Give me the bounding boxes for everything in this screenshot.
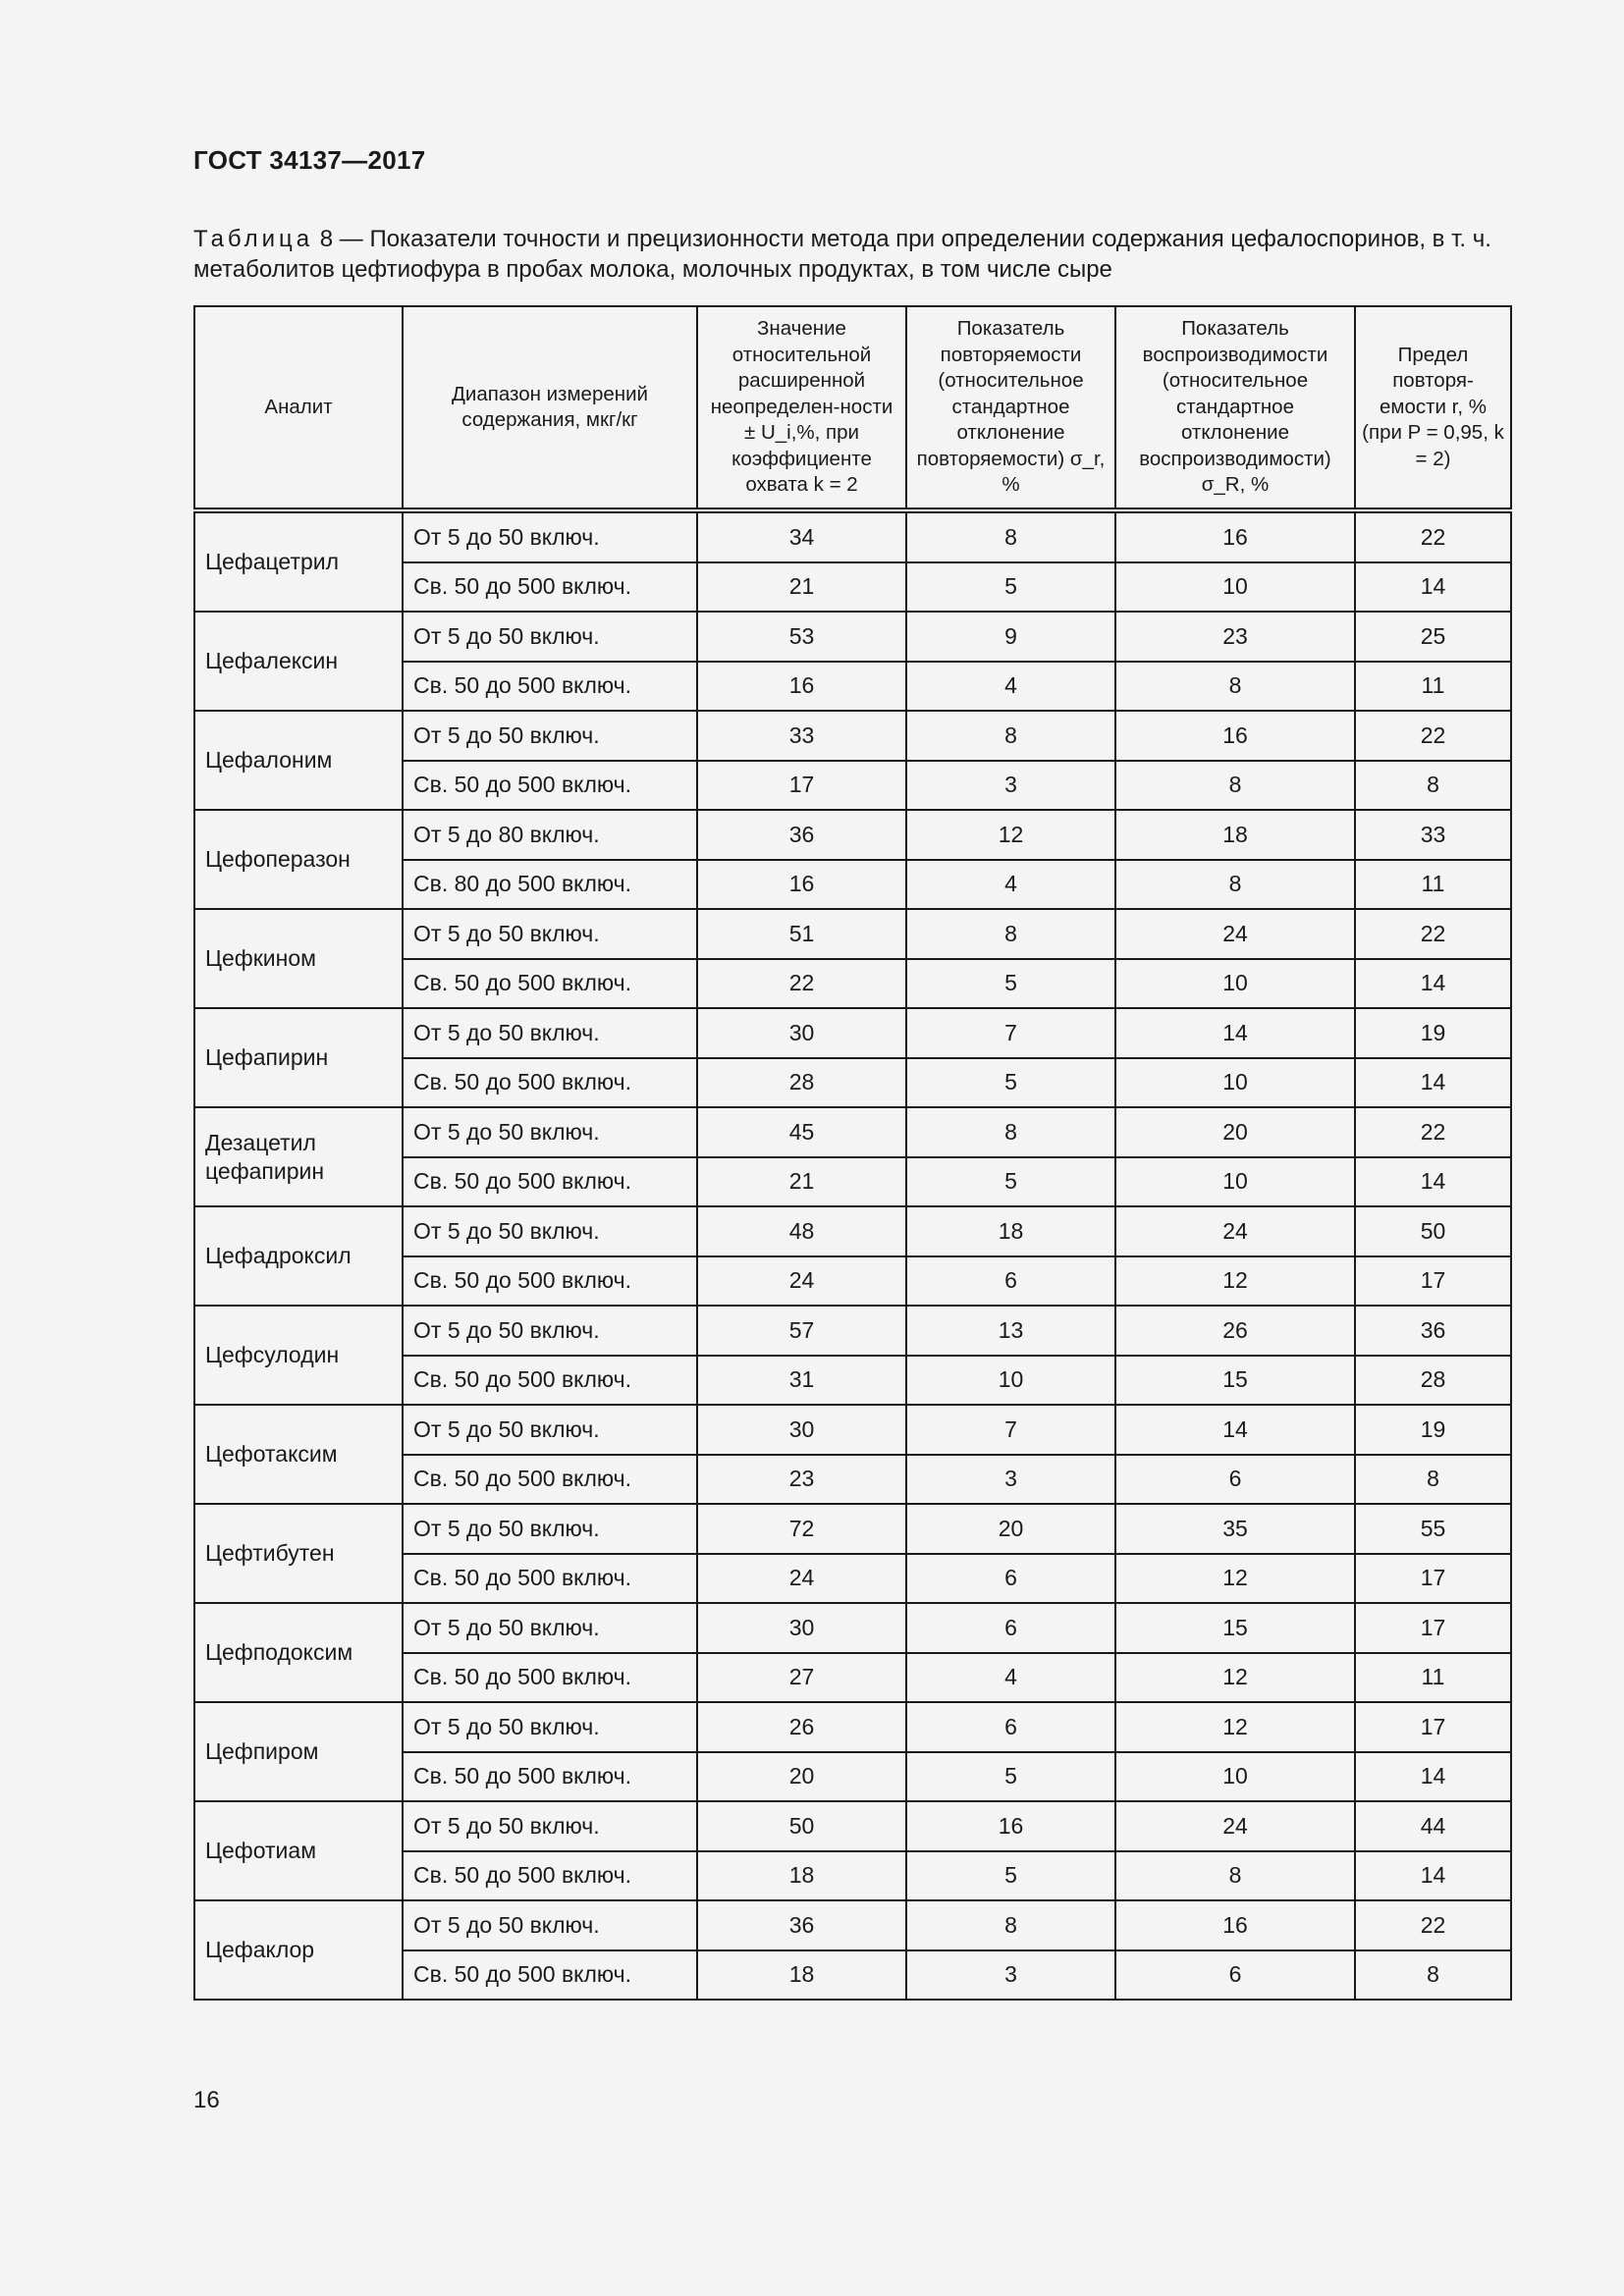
- reproducibility-cell: 6: [1115, 1950, 1355, 2001]
- reproducibility-cell: 10: [1115, 562, 1355, 613]
- reproducibility-cell: 8: [1115, 860, 1355, 910]
- reproducibility-cell: 16: [1115, 510, 1355, 562]
- caption-text: 8 — Показатели точности и прецизионности метода при определении содержания цефалоспоринов, в т. ч. метаболитов цефтиофура в пробах молока, молочных продуктах, в том числе сыре: [193, 226, 1491, 283]
- range-cell: Св. 50 до 500 включ.: [403, 1851, 697, 1901]
- reproducibility-cell: 24: [1115, 1206, 1355, 1256]
- repeatability-cell: 20: [906, 1504, 1115, 1554]
- uncertainty-cell: 34: [697, 510, 906, 562]
- range-cell: Св. 50 до 500 включ.: [403, 562, 697, 613]
- limit-cell: 14: [1355, 562, 1511, 613]
- uncertainty-cell: 30: [697, 1008, 906, 1058]
- repeatability-cell: 5: [906, 1851, 1115, 1901]
- range-cell: Св. 50 до 500 включ.: [403, 761, 697, 811]
- analyte-cell: Цефаклор: [194, 1900, 403, 2000]
- uncertainty-cell: 72: [697, 1504, 906, 1554]
- uncertainty-cell: 30: [697, 1603, 906, 1653]
- uncertainty-cell: 31: [697, 1356, 906, 1406]
- table-row: [194, 1801, 1511, 1851]
- range-cell: От 5 до 50 включ.: [403, 1405, 697, 1455]
- header-range: Диапазон измерений содержания, мкг/кг: [403, 306, 697, 510]
- range-cell: От 5 до 50 включ.: [403, 1008, 697, 1058]
- range-cell: Св. 50 до 500 включ.: [403, 1256, 697, 1307]
- repeatability-cell: 6: [906, 1603, 1115, 1653]
- page-number: 16: [193, 2087, 220, 2113]
- limit-cell: 17: [1355, 1256, 1511, 1307]
- repeatability-cell: 16: [906, 1801, 1115, 1851]
- table-body: [194, 510, 1511, 2000]
- range-cell: Св. 80 до 500 включ.: [403, 860, 697, 910]
- limit-cell: 50: [1355, 1206, 1511, 1256]
- table-row: [194, 1702, 1511, 1752]
- reproducibility-cell: 8: [1115, 662, 1355, 712]
- range-cell: От 5 до 50 включ.: [403, 1504, 697, 1554]
- repeatability-cell: 13: [906, 1306, 1115, 1356]
- reproducibility-cell: 35: [1115, 1504, 1355, 1554]
- limit-cell: 19: [1355, 1405, 1511, 1455]
- table-row: [194, 810, 1511, 860]
- reproducibility-cell: 12: [1115, 1256, 1355, 1307]
- range-cell: Св. 50 до 500 включ.: [403, 959, 697, 1009]
- range-cell: Св. 50 до 500 включ.: [403, 1554, 697, 1604]
- range-cell: От 5 до 50 включ.: [403, 909, 697, 959]
- uncertainty-cell: 36: [697, 810, 906, 860]
- repeatability-cell: 4: [906, 1653, 1115, 1703]
- uncertainty-cell: 48: [697, 1206, 906, 1256]
- limit-cell: 8: [1355, 1455, 1511, 1505]
- reproducibility-cell: 10: [1115, 1752, 1355, 1802]
- table-header-row: [194, 306, 1511, 510]
- range-cell: Св. 50 до 500 включ.: [403, 1356, 697, 1406]
- repeatability-cell: 7: [906, 1405, 1115, 1455]
- uncertainty-cell: 51: [697, 909, 906, 959]
- limit-cell: 17: [1355, 1554, 1511, 1604]
- limit-cell: 36: [1355, 1306, 1511, 1356]
- repeatability-cell: 6: [906, 1702, 1115, 1752]
- repeatability-cell: 3: [906, 761, 1115, 811]
- limit-cell: 14: [1355, 1058, 1511, 1108]
- range-cell: От 5 до 50 включ.: [403, 1801, 697, 1851]
- analyte-cell: Цефадроксил: [194, 1206, 403, 1306]
- uncertainty-cell: 45: [697, 1107, 906, 1157]
- reproducibility-cell: 16: [1115, 711, 1355, 761]
- repeatability-cell: 9: [906, 612, 1115, 662]
- reproducibility-cell: 6: [1115, 1455, 1355, 1505]
- uncertainty-cell: 22: [697, 959, 906, 1009]
- limit-cell: 25: [1355, 612, 1511, 662]
- repeatability-cell: 5: [906, 959, 1115, 1009]
- limit-cell: 22: [1355, 1900, 1511, 1950]
- reproducibility-cell: 16: [1115, 1900, 1355, 1950]
- reproducibility-cell: 15: [1115, 1356, 1355, 1406]
- table-row: [194, 1405, 1511, 1455]
- analyte-cell: Цефапирин: [194, 1008, 403, 1107]
- repeatability-cell: 6: [906, 1554, 1115, 1604]
- reproducibility-cell: 14: [1115, 1008, 1355, 1058]
- range-cell: От 5 до 50 включ.: [403, 1107, 697, 1157]
- reproducibility-cell: 12: [1115, 1702, 1355, 1752]
- repeatability-cell: 3: [906, 1455, 1115, 1505]
- limit-cell: 55: [1355, 1504, 1511, 1554]
- limit-cell: 22: [1355, 909, 1511, 959]
- limit-cell: 14: [1355, 1851, 1511, 1901]
- table-row: [194, 1603, 1511, 1653]
- analyte-cell: Цефацетрил: [194, 510, 403, 612]
- table-row: [194, 909, 1511, 959]
- header-reproducibility: Показатель воспроизводимости (относительное стандартное отклонение воспроизводимости) σ_R, %: [1115, 306, 1355, 510]
- repeatability-cell: 4: [906, 860, 1115, 910]
- limit-cell: 17: [1355, 1603, 1511, 1653]
- reproducibility-cell: 8: [1115, 761, 1355, 811]
- range-cell: Св. 50 до 500 включ.: [403, 1058, 697, 1108]
- range-cell: Св. 50 до 500 включ.: [403, 1653, 697, 1703]
- analyte-cell: Цефсулодин: [194, 1306, 403, 1405]
- range-cell: От 5 до 50 включ.: [403, 711, 697, 761]
- header-repeatability: Показатель повторяемости (относительное стандартное отклонение повторяемости) σ_r, %: [906, 306, 1115, 510]
- range-cell: Св. 50 до 500 включ.: [403, 662, 697, 712]
- limit-cell: 17: [1355, 1702, 1511, 1752]
- uncertainty-cell: 18: [697, 1950, 906, 2001]
- table-row: [194, 612, 1511, 662]
- uncertainty-cell: 28: [697, 1058, 906, 1108]
- uncertainty-cell: 53: [697, 612, 906, 662]
- header-limit: Предел повторя-емости r, % (при P = 0,95, k = 2): [1355, 306, 1511, 510]
- limit-cell: 28: [1355, 1356, 1511, 1406]
- uncertainty-cell: 21: [697, 562, 906, 613]
- repeatability-cell: 10: [906, 1356, 1115, 1406]
- uncertainty-cell: 18: [697, 1851, 906, 1901]
- analyte-cell: Цефтибутен: [194, 1504, 403, 1603]
- reproducibility-cell: 10: [1115, 959, 1355, 1009]
- table-row: [194, 1306, 1511, 1356]
- header-analyte: Аналит: [194, 306, 403, 510]
- uncertainty-cell: 16: [697, 860, 906, 910]
- reproducibility-cell: 20: [1115, 1107, 1355, 1157]
- uncertainty-cell: 23: [697, 1455, 906, 1505]
- header-uncertainty: Значение относительной расширенной неопределен-ности ± U_i,%, при коэффициенте охвата k = 2: [697, 306, 906, 510]
- limit-cell: 8: [1355, 1950, 1511, 2001]
- reproducibility-cell: 15: [1115, 1603, 1355, 1653]
- uncertainty-cell: 57: [697, 1306, 906, 1356]
- range-cell: От 5 до 50 включ.: [403, 1306, 697, 1356]
- document-code: ГОСТ 34137—2017: [193, 145, 426, 175]
- reproducibility-cell: 26: [1115, 1306, 1355, 1356]
- reproducibility-cell: 14: [1115, 1405, 1355, 1455]
- range-cell: Св. 50 до 500 включ.: [403, 1157, 697, 1207]
- uncertainty-cell: 20: [697, 1752, 906, 1802]
- reproducibility-cell: 12: [1115, 1554, 1355, 1604]
- analyte-cell: Цефалоним: [194, 711, 403, 810]
- range-cell: Св. 50 до 500 включ.: [403, 1455, 697, 1505]
- uncertainty-cell: 24: [697, 1256, 906, 1307]
- analyte-cell: Дезацетил цефапирин: [194, 1107, 403, 1206]
- range-cell: От 5 до 80 включ.: [403, 810, 697, 860]
- range-cell: Св. 50 до 500 включ.: [403, 1950, 697, 2001]
- range-cell: Св. 50 до 500 включ.: [403, 1752, 697, 1802]
- repeatability-cell: 7: [906, 1008, 1115, 1058]
- uncertainty-cell: 36: [697, 1900, 906, 1950]
- table-row: [194, 1206, 1511, 1256]
- limit-cell: 8: [1355, 761, 1511, 811]
- range-cell: От 5 до 50 включ.: [403, 612, 697, 662]
- uncertainty-cell: 50: [697, 1801, 906, 1851]
- uncertainty-cell: 16: [697, 662, 906, 712]
- limit-cell: 14: [1355, 1752, 1511, 1802]
- repeatability-cell: 5: [906, 562, 1115, 613]
- analyte-cell: Цефпиром: [194, 1702, 403, 1801]
- repeatability-cell: 3: [906, 1950, 1115, 2001]
- precision-table: [193, 305, 1512, 2001]
- limit-cell: 11: [1355, 662, 1511, 712]
- limit-cell: 22: [1355, 510, 1511, 562]
- analyte-cell: Цефотаксим: [194, 1405, 403, 1504]
- range-cell: От 5 до 50 включ.: [403, 510, 697, 562]
- uncertainty-cell: 30: [697, 1405, 906, 1455]
- uncertainty-cell: 21: [697, 1157, 906, 1207]
- limit-cell: 22: [1355, 711, 1511, 761]
- reproducibility-cell: 10: [1115, 1058, 1355, 1108]
- range-cell: От 5 до 50 включ.: [403, 1603, 697, 1653]
- repeatability-cell: 8: [906, 1900, 1115, 1950]
- limit-cell: 22: [1355, 1107, 1511, 1157]
- limit-cell: 11: [1355, 860, 1511, 910]
- uncertainty-cell: 17: [697, 761, 906, 811]
- limit-cell: 44: [1355, 1801, 1511, 1851]
- analyte-cell: Цефкином: [194, 909, 403, 1008]
- uncertainty-cell: 27: [697, 1653, 906, 1703]
- reproducibility-cell: 12: [1115, 1653, 1355, 1703]
- reproducibility-cell: 24: [1115, 1801, 1355, 1851]
- table-row: [194, 1900, 1511, 1950]
- reproducibility-cell: 18: [1115, 810, 1355, 860]
- reproducibility-cell: 10: [1115, 1157, 1355, 1207]
- repeatability-cell: 6: [906, 1256, 1115, 1307]
- table-row: [194, 1107, 1511, 1157]
- limit-cell: 14: [1355, 959, 1511, 1009]
- repeatability-cell: 5: [906, 1752, 1115, 1802]
- analyte-cell: Цефподоксим: [194, 1603, 403, 1702]
- uncertainty-cell: 24: [697, 1554, 906, 1604]
- repeatability-cell: 8: [906, 909, 1115, 959]
- range-cell: От 5 до 50 включ.: [403, 1900, 697, 1950]
- reproducibility-cell: 23: [1115, 612, 1355, 662]
- table-row: [194, 1008, 1511, 1058]
- table-caption: [193, 224, 1509, 285]
- repeatability-cell: 5: [906, 1157, 1115, 1207]
- repeatability-cell: 8: [906, 711, 1115, 761]
- repeatability-cell: 12: [906, 810, 1115, 860]
- limit-cell: 11: [1355, 1653, 1511, 1703]
- repeatability-cell: 8: [906, 1107, 1115, 1157]
- reproducibility-cell: 8: [1115, 1851, 1355, 1901]
- table-row: [194, 510, 1511, 562]
- table-row: [194, 711, 1511, 761]
- reproducibility-cell: 24: [1115, 909, 1355, 959]
- limit-cell: 14: [1355, 1157, 1511, 1207]
- uncertainty-cell: 26: [697, 1702, 906, 1752]
- analyte-cell: Цефалексин: [194, 612, 403, 711]
- repeatability-cell: 5: [906, 1058, 1115, 1108]
- range-cell: От 5 до 50 включ.: [403, 1702, 697, 1752]
- repeatability-cell: 18: [906, 1206, 1115, 1256]
- analyte-cell: Цефоперазон: [194, 810, 403, 909]
- caption-label: Таблица: [193, 226, 314, 252]
- table-row: [194, 1504, 1511, 1554]
- limit-cell: 33: [1355, 810, 1511, 860]
- range-cell: От 5 до 50 включ.: [403, 1206, 697, 1256]
- uncertainty-cell: 33: [697, 711, 906, 761]
- repeatability-cell: 8: [906, 510, 1115, 562]
- analyte-cell: Цефотиам: [194, 1801, 403, 1900]
- repeatability-cell: 4: [906, 662, 1115, 712]
- limit-cell: 19: [1355, 1008, 1511, 1058]
